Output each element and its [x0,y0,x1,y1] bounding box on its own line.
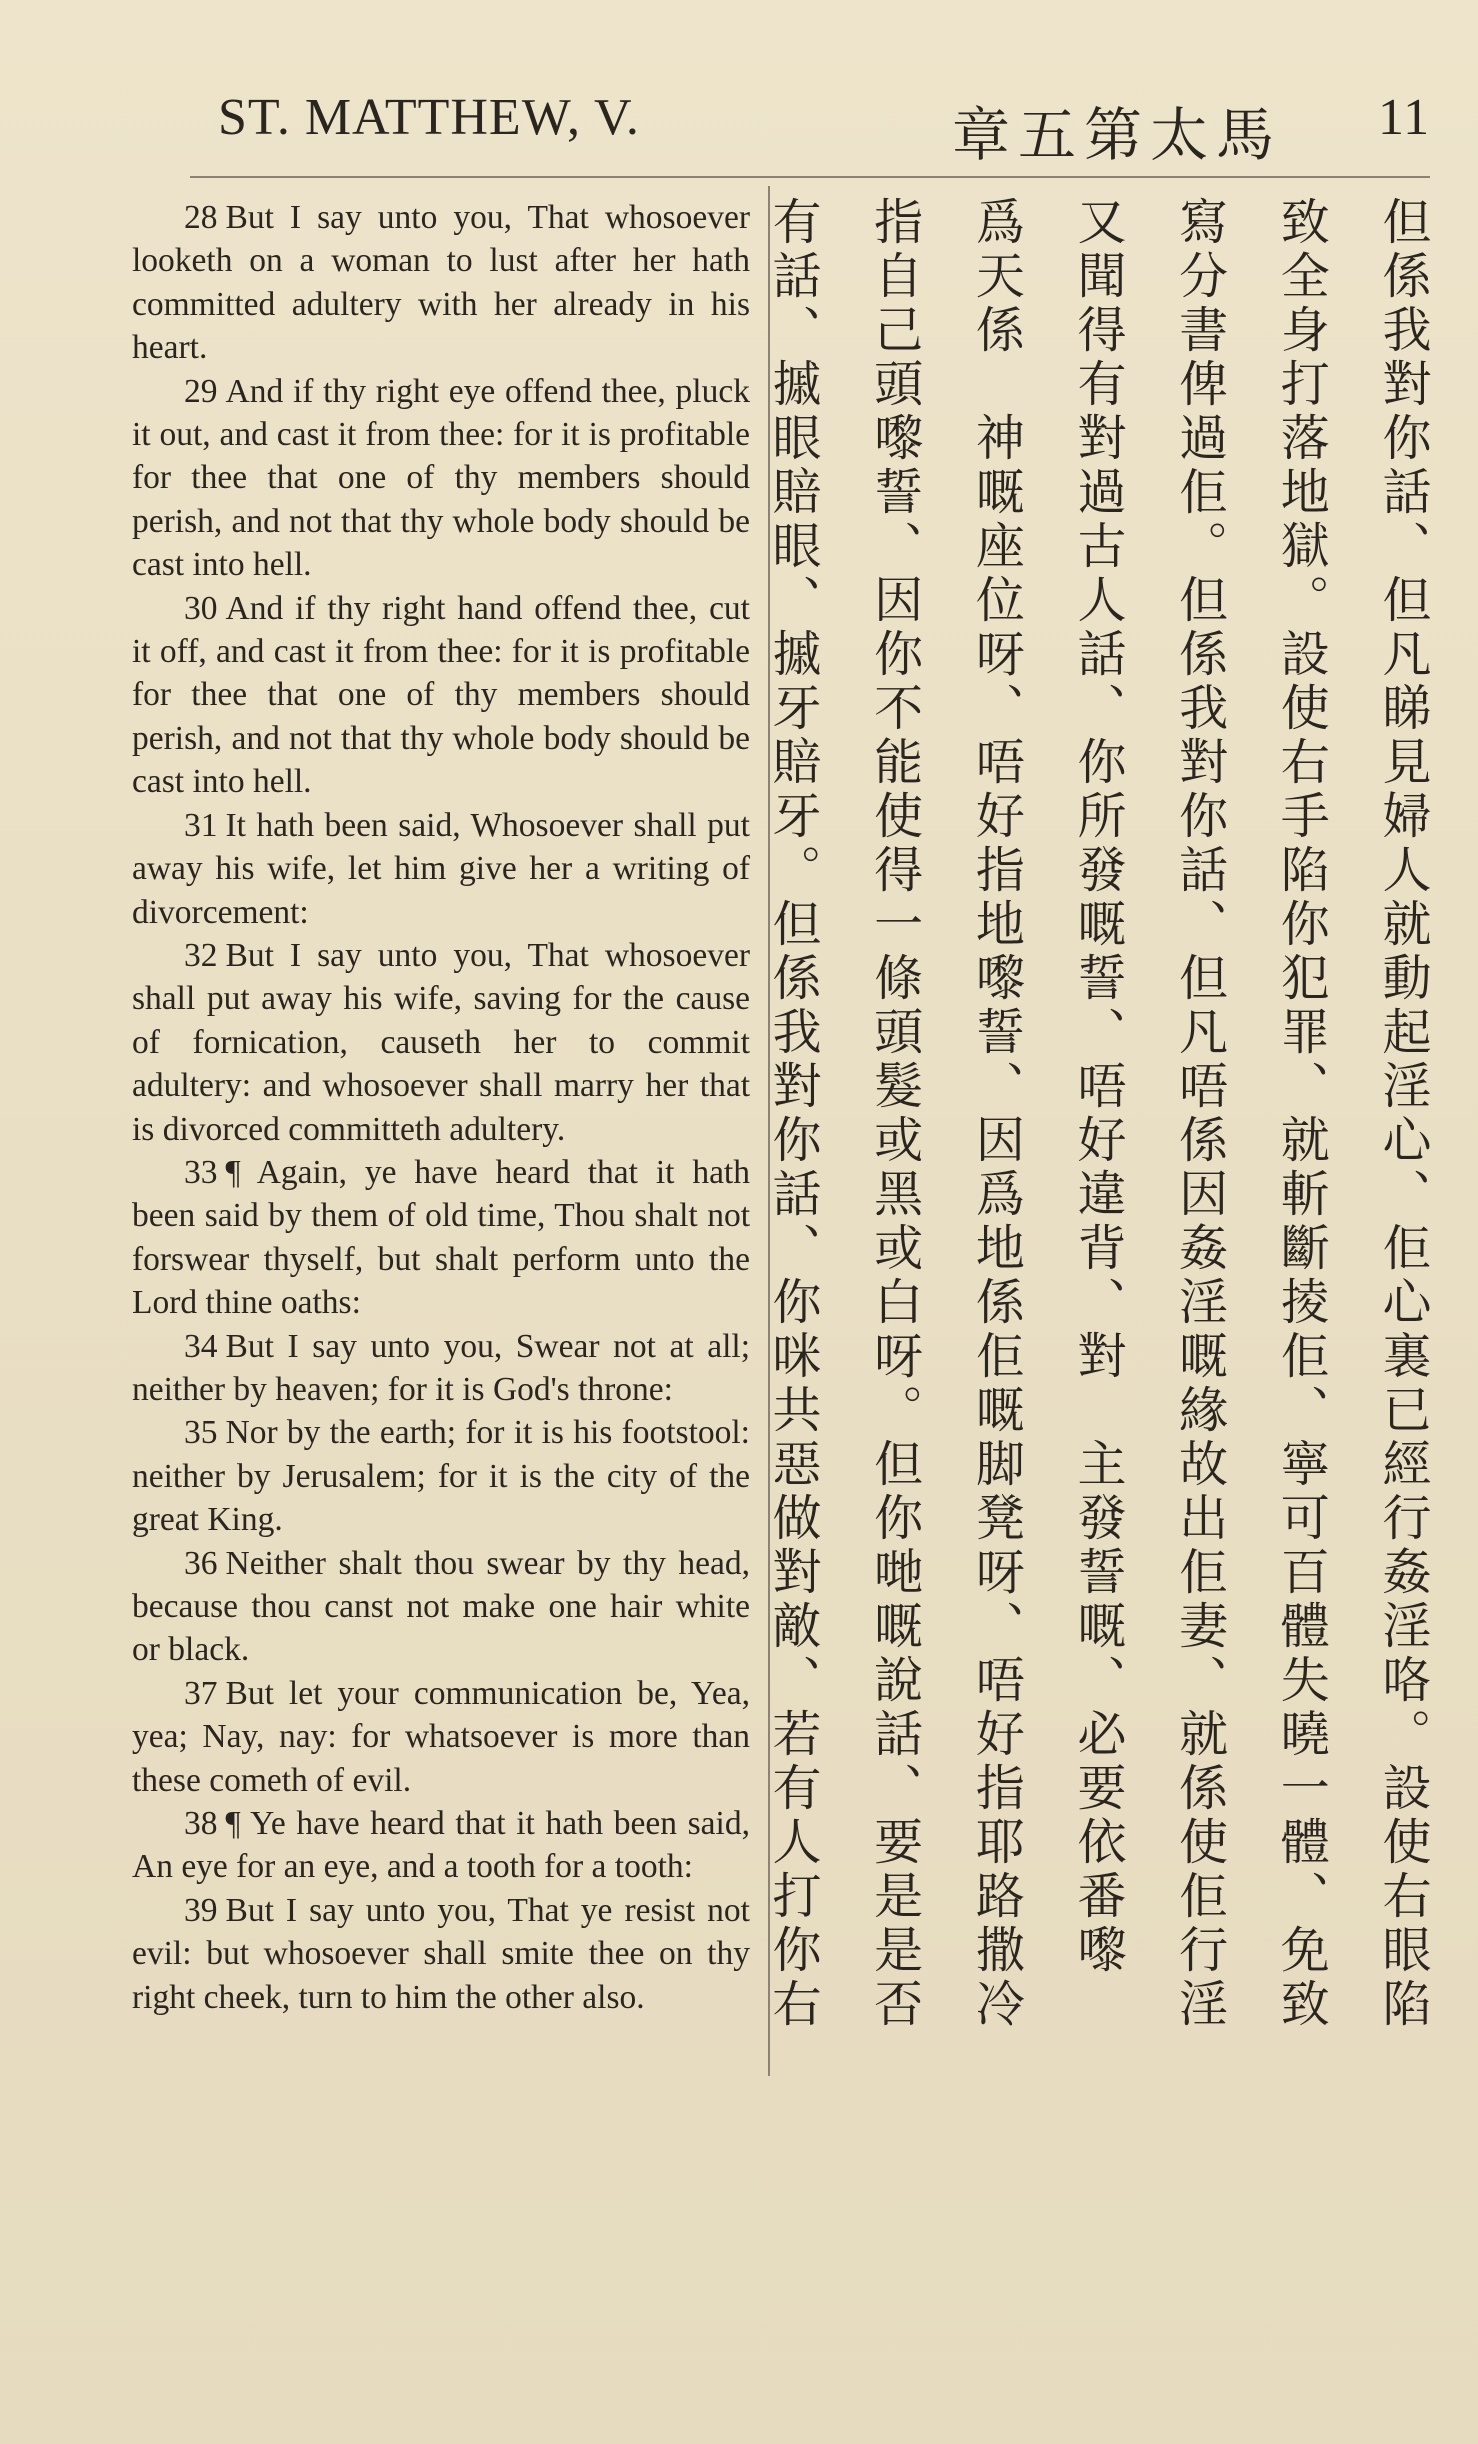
verse-number: 35 [184,1414,218,1452]
verse-number: 31 [184,806,218,844]
chinese-line: 寫分書俾過佢。但係我對你話、但凡唔係因姦淫嘅緣故出佢妻、就係使佢行淫 [1171,196,1229,2032]
verse-text: It hath been said, Whosoever shall put away his wife, let him give her a writing of divorcement: [132,806,750,931]
verse-number: 29 [184,372,218,410]
chinese-line: 又聞得有對過古人話、你所發嘅誓、唔好違背、對 主發誓嘅、必要依番嚟 [1069,196,1127,1978]
verse [132,804,750,934]
verse [132,196,750,370]
chinese-line: 爲天係 神嘅座位呀、唔好指地嚟誓、因爲地係佢嘅脚凳呀、唔好指耶路撒冷 [968,196,1026,2032]
verse-text: But I say unto you, That ye resist not evil: but whosoever shall smite thee on thy right cheek, turn to him the other also. [132,1891,750,2016]
verse-number: 28 [184,199,218,236]
verse-number: 30 [184,589,218,627]
verse-text: But I say unto you, That whosoever looketh on a woman to lust after her hath committed adultery with her already in his heart. [132,199,750,367]
verse-number: 33 [184,1153,218,1191]
running-head-chinese: 章五第太馬 [952,101,1283,169]
verse-number: 32 [184,936,218,974]
verse-number: 38 [184,1805,218,1843]
verse-text: ¶ Ye have heard that it hath been said, An eye for an eye, and a tooth for a tooth: [132,1805,750,1886]
chinese-line: 但係我對你話、但凡睇見婦人就動起淫心、佢心裏已經行姦淫咯。設使右眼陷 [1374,196,1432,2032]
verse-number: 34 [184,1327,218,1365]
verse-text: And if thy right hand offend thee, cut it off, and cast it from thee: for it is profitable for thee that one of thy members should perish, and not that thy whole body should be cast into hell. [132,589,750,801]
verse [132,1325,750,1412]
page-number: 11 [1378,89,1431,146]
verse [132,370,750,587]
verse-number: 37 [184,1674,218,1712]
verse-text: But I say unto you, Swear not at all; neither by heaven; for it is God's throne: [132,1327,750,1408]
verse-text: But I say unto you, That whosoever shall put away his wife, saving for the cause of fornication, causeth her to commit adultery: and whosoever shall marry her that is divorced committeth adultery. [132,936,750,1148]
verse [132,1542,750,1672]
verse [132,1889,750,2019]
verse [132,1411,750,1541]
verse [132,1151,750,1325]
english-column [132,196,750,2019]
verse-text: And if thy right eye offend thee, pluck it out, and cast it from thee: for it is profitable for thee that one of thy members should perish, and not that thy whole body should be cast into hell. [132,372,750,584]
verse [132,587,750,804]
running-head-english: ST. MATTHEW, V. [218,89,640,146]
verse-number: 39 [184,1891,218,1929]
verse-text: Neither shalt thou swear by thy head, because thou canst not make one hair white or black. [132,1544,750,1669]
verse [132,1802,750,1889]
verse [132,1672,750,1802]
verse-text: Nor by the earth; for it is his footstool: neither by Jerusalem; for it is the city of the great King. [132,1414,750,1539]
chinese-line: 致全身打落地獄。設使右手陷你犯罪、就斬斷掕佢、寧可百體失曉一體、免致 [1273,196,1331,2032]
verse-text: ¶ Again, ye have heard that it hath been said by them of old time, Thou shalt not forswear thyself, but shalt perform unto the Lord thine oaths: [132,1153,750,1322]
header-rule [190,176,1430,178]
verse-number: 36 [184,1544,218,1582]
chinese-column [758,196,1438,2076]
verse [132,934,750,1151]
verse-text: But let your communication be, Yea, yea; Nay, nay: for whatsoever is more than these cometh of evil. [132,1674,750,1799]
chinese-line: 指自己頭嚟誓、因你不能使得一條頭髮或黑或白呀。但你哋嘅說話、要是是否 [866,196,924,2032]
chinese-line: 有話、摵眼賠眼、摵牙賠牙。但係我對你話、你咪共惡做對敵、若有人打你右 [765,196,822,2032]
